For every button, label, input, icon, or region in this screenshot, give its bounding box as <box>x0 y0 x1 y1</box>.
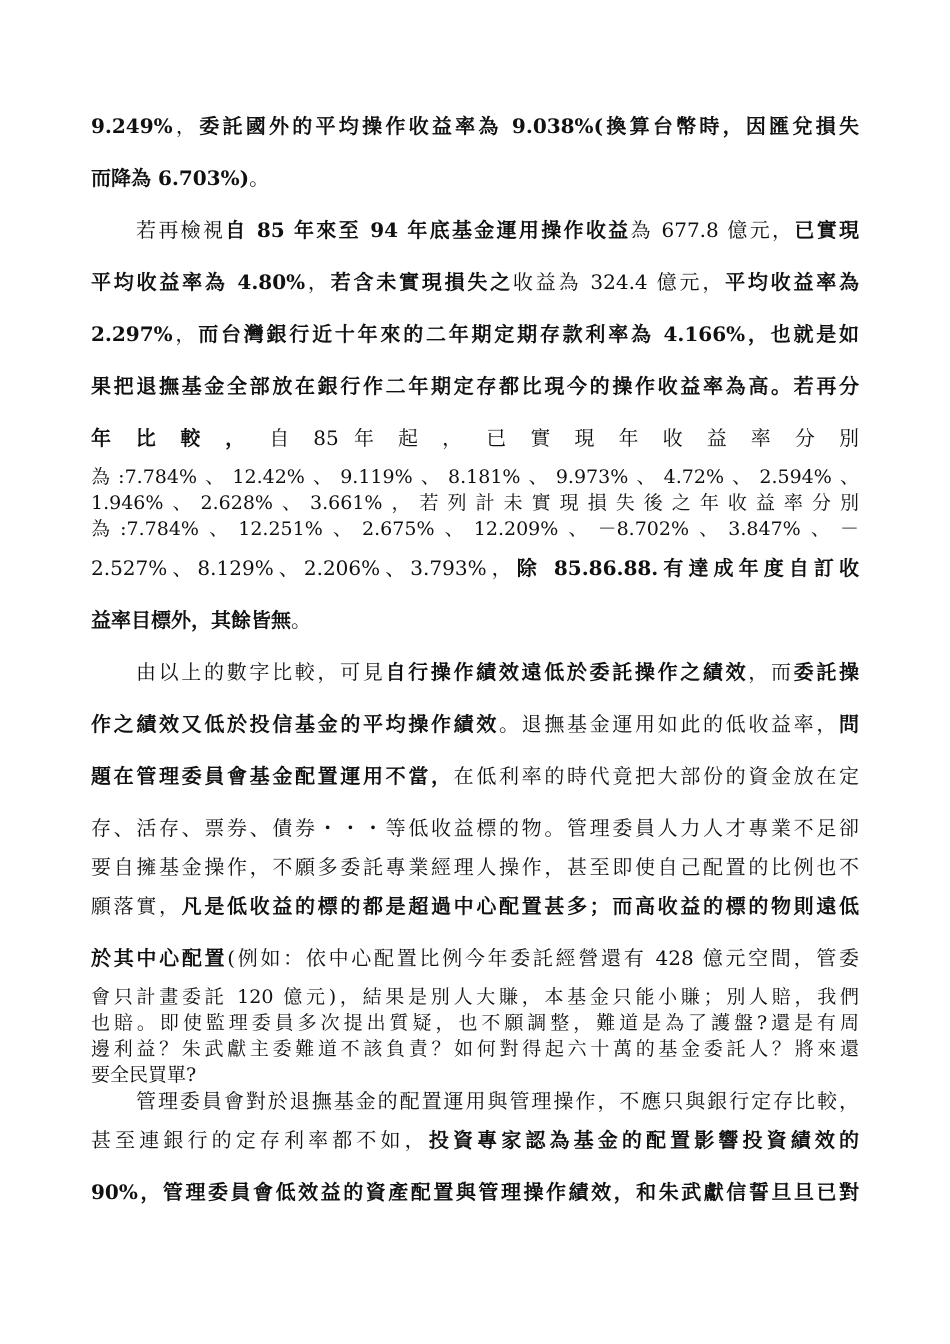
bold-text-run: 果把退撫基金全部放在銀行作二年期定存都比現今的操作收益率為高。若再分 <box>91 374 859 398</box>
text-run: 2.527%、8.129%、2.206%、3.793%， <box>91 556 517 580</box>
bold-text-run: 平均收益率為 <box>725 270 859 294</box>
text-line <box>91 322 859 346</box>
text-line <box>136 660 859 684</box>
text-run: 。退撫基金運用如此的低收益率， <box>499 712 839 736</box>
text-line <box>91 517 859 541</box>
text-run: 管理委員會對於退撫基金的配置運用與管理操作，不應只與銀行定存比較， <box>136 1089 859 1113</box>
text-line <box>91 946 859 970</box>
text-run: (例如：依中心配置比例今年委託經營還有 428 億元空間，管委 <box>227 946 859 970</box>
text-line <box>91 985 859 1009</box>
bold-text-run: 自 85 年來至 94 年底基金運用操作收益 <box>225 218 631 242</box>
text-run: 也賠。即使監理委員多次提出質疑，也不願調整，難道是為了護盤?還是有周 <box>91 1012 859 1034</box>
text-run: 為 677.8 億元， <box>630 218 795 242</box>
bold-text-run: 作之績效又低於投信基金的平均操作績效 <box>91 712 499 736</box>
text-run: 自 85 年 起 ， 已 實 現 年 收 益 率 分 別 <box>253 426 859 450</box>
bold-text-run: 委託操 <box>793 660 859 684</box>
text-run: 。 <box>249 166 270 190</box>
text-line <box>91 764 859 788</box>
text-line <box>91 855 859 879</box>
text-line <box>136 1089 859 1113</box>
text-line <box>91 1063 859 1087</box>
text-line <box>91 465 859 489</box>
bold-text-run: 題在管理委員會基金配置運用不當， <box>91 764 454 788</box>
text-line <box>91 270 859 294</box>
text-run: 邊利益？朱武獻主委難道不該負責？如何對得起六十萬的基金委託人？將來還 <box>91 1038 859 1060</box>
bold-text-run: 已實現 <box>794 218 859 242</box>
text-run: ， <box>172 114 200 138</box>
text-run: 收益為 324.4 億元， <box>512 270 726 294</box>
bold-text-run: 而降為 6.703%) <box>91 166 250 190</box>
text-run: 若再檢視 <box>136 218 226 242</box>
bold-text-run: 自行操作績效遠低於委託操作之績效 <box>385 660 749 684</box>
text-run: 存、活存、票券、債券・・・等低收益標的物。管理委員人力人才專業不足卻 <box>91 816 859 840</box>
text-run: 在低利率的時代竟把大部份的資金放在定 <box>453 764 859 788</box>
text-line <box>91 166 859 190</box>
text-run: ，而 <box>748 660 794 684</box>
text-run: 願落實， <box>91 894 182 918</box>
text-run: 要自擁基金操作，不願多委託專業經理人操作，甚至即使自己配置的比例也不 <box>91 855 859 879</box>
text-line <box>91 1180 859 1204</box>
text-line <box>91 608 859 632</box>
text-run: ， <box>305 270 331 294</box>
text-line <box>91 1037 859 1061</box>
text-line <box>136 218 859 242</box>
bold-text-run: 平均收益率為 4.80% <box>91 270 306 294</box>
text-line <box>91 374 859 398</box>
text-run: 由以上的數字比較，可見 <box>136 660 386 684</box>
bold-text-run: 委託國外的平均操作收益率為 9.038%(換算台幣時，因匯兌損失 <box>199 114 859 138</box>
text-run: 要全民買單? <box>91 1064 197 1086</box>
bold-text-run: 年 比 較 ， <box>91 426 254 450</box>
text-run: 為:7.784%、12.251%、2.675%、12.209%、－8.702%、3.847%、－ <box>91 518 859 540</box>
bold-text-run: 問 <box>839 712 859 736</box>
text-line <box>91 491 859 515</box>
text-run: ， <box>172 322 199 346</box>
bold-text-run: 90%，管理委員會低效益的資產配置與管理操作績效，和朱武獻信誓旦旦已對 <box>91 1180 859 1204</box>
text-line <box>91 1128 859 1152</box>
bold-text-run: 益率目標外，其餘皆無 <box>91 608 291 632</box>
text-run: 會只計畫委託 120 億元)，結果是別人大賺，本基金只能小賺；別人賠，我們 <box>91 986 859 1008</box>
text-line <box>91 712 859 736</box>
text-run: 為:7.784%、12.42%、9.119%、8.181%、9.973%、4.72%、2.594%、 <box>91 466 859 488</box>
bold-text-run: 凡是低收益的標的都是超過中心配置甚多；而高收益的標的物則遠低 <box>181 894 859 918</box>
text-line <box>91 894 859 918</box>
bold-text-run: 除 85.86.88.有達成年度自訂收 <box>516 556 859 580</box>
text-run: 。 <box>291 608 311 632</box>
bold-text-run: 投資專家認為基金的配置影響投資績效的 <box>428 1128 859 1152</box>
bold-text-run: 若含未實現損失之 <box>330 270 513 294</box>
text-line <box>91 816 859 840</box>
text-line <box>91 1011 859 1035</box>
bold-text-run: 9.249% <box>91 114 173 138</box>
text-run: 1.946%、2.628%、3.661%，若列計未實現損失後之年收益率分別 <box>91 492 859 514</box>
text-line <box>91 114 859 138</box>
text-line <box>91 556 859 580</box>
text-line <box>91 426 859 450</box>
bold-text-run: 而台灣銀行近十年來的二年期定期存款利率為 4.166%，也就是如 <box>198 322 859 346</box>
bold-text-run: 於其中心配置 <box>91 946 228 970</box>
text-run: 甚至連銀行的定存利率都不如， <box>91 1128 429 1152</box>
bold-text-run: 2.297% <box>91 322 173 346</box>
